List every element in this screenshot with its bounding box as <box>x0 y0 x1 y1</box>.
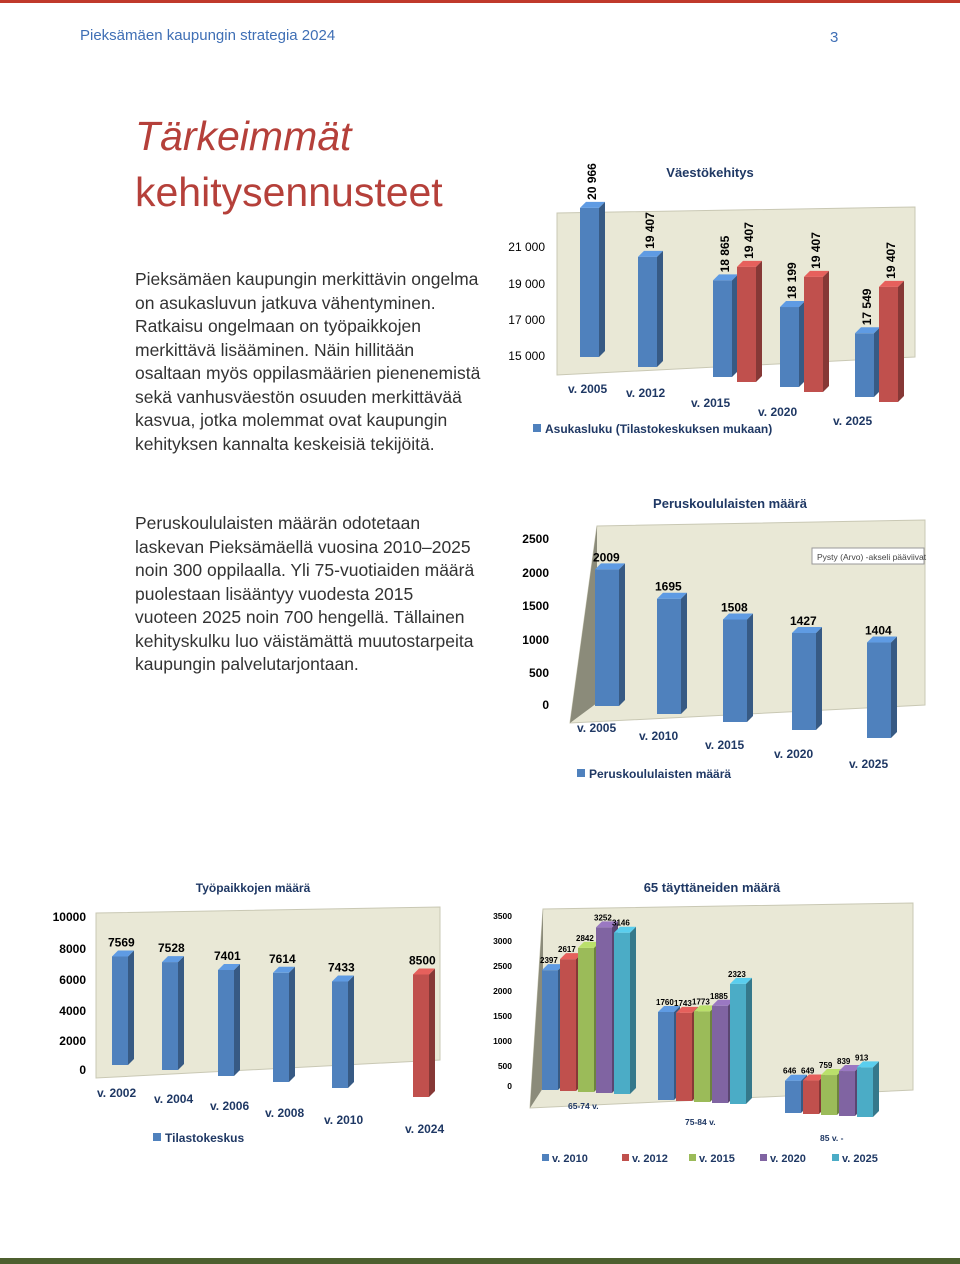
x-tick-label: v. 2020 <box>774 747 814 761</box>
chart-title: Väestökehitys <box>666 165 754 180</box>
bar-pupils <box>792 627 822 730</box>
legend-label: v. 2025 <box>842 1153 878 1165</box>
bar-v--2025-front <box>857 1067 873 1117</box>
bar-v--2025 <box>730 978 752 1104</box>
bar-v--2010-front <box>785 1081 801 1113</box>
y-tick-label: 0 <box>507 1081 512 1091</box>
bar-pupils-front <box>867 643 891 738</box>
legend-label: Tilastokeskus <box>165 1131 245 1145</box>
data-label: 2842 <box>576 933 594 943</box>
bar-v--2025-side <box>630 927 636 1094</box>
y-tick-label: 3500 <box>493 911 512 921</box>
data-label: 19 407 <box>643 212 657 249</box>
data-label: 646 <box>783 1066 797 1076</box>
y-tick-label: 500 <box>528 666 549 680</box>
bar-pupils <box>657 593 687 714</box>
bar-asukasluku-side <box>599 202 605 357</box>
paragraph-population: Pieksämäen kaupungin merkittävin ongelma on asukasluvun jatkuva vähentyminen. Ratkaisu ongelmaan on työpaikkojen merkittävä lisääminen. Näin hillitään osaltaan myös oppilasmäärien pienenemistä sekä vanhusväestön osuuden merkittävää kasvua, jotka molemmat ovat kaupungin kehityksen kannalta keskeisiä tekijöitä. <box>135 269 481 454</box>
legend-swatch <box>533 424 541 432</box>
bar-v--2025 <box>857 1061 879 1117</box>
bar-pupils-side <box>747 613 753 722</box>
data-label: 7433 <box>328 960 355 975</box>
x-tick-label: v. 2005 <box>568 382 608 396</box>
bar-pupils-side <box>619 563 625 706</box>
data-label: 839 <box>837 1057 851 1067</box>
bar-jobs-front <box>112 956 128 1065</box>
elderly-chart <box>480 873 930 1173</box>
y-tick-label: 500 <box>497 1061 512 1071</box>
data-label: 7614 <box>269 951 296 966</box>
x-tick-label: v. 2002 <box>97 1086 137 1100</box>
bar-pupils-front <box>792 633 816 730</box>
data-label: 1760 <box>656 998 674 1007</box>
y-tick-label: 1500 <box>493 1011 512 1021</box>
x-tick-label: v. 2012 <box>626 386 666 400</box>
bar-asukasluku-front <box>638 257 657 367</box>
x-tick-label: v. 2006 <box>210 1099 250 1113</box>
bar-v--2015-front <box>578 948 594 1092</box>
bar-v--2025-front <box>614 933 630 1094</box>
y-tick-label: 0 <box>542 698 549 712</box>
bar-target-front <box>737 267 756 382</box>
bottom-rule <box>0 1258 960 1264</box>
bar-target-front <box>804 277 823 392</box>
legend-swatch <box>832 1154 839 1161</box>
bar-jobs-side <box>429 969 435 1098</box>
top-rule <box>0 0 960 3</box>
x-tick-label: v. 2015 <box>691 396 731 410</box>
bar-target-side <box>823 271 829 392</box>
bar-pupils <box>867 637 897 738</box>
x-tick-label: 75-84 v. <box>685 1117 716 1127</box>
bar-v--2015-front <box>821 1075 837 1115</box>
bar-pupils-side <box>681 593 687 714</box>
chart-title: 65 täyttäneiden määrä <box>643 880 781 895</box>
bar-jobs-side <box>234 964 240 1076</box>
legend-label: v. 2012 <box>632 1153 668 1165</box>
chart-title: Peruskoululaisten määrä <box>653 496 807 511</box>
legend-label: Asukasluku (Tilastokeskuksen mukaan) <box>545 422 773 436</box>
bar-pupils <box>595 563 625 706</box>
bar-asukasluku-front <box>855 333 874 397</box>
x-tick-label: 85 v. - <box>820 1133 844 1143</box>
bar-asukasluku-front <box>713 280 732 377</box>
data-label: 1885 <box>710 991 728 1001</box>
chart-backwall <box>96 907 440 1078</box>
pupils-chart <box>505 488 935 783</box>
data-label: 7569 <box>108 935 135 950</box>
legend-swatch <box>689 1154 696 1161</box>
bar-asukasluku-front <box>580 208 599 357</box>
legend-swatch <box>760 1154 767 1161</box>
data-label: 19 407 <box>742 222 756 259</box>
data-label: 7528 <box>158 941 185 956</box>
bar-pupils-front <box>657 599 681 714</box>
y-tick-label: 2000 <box>59 1034 86 1048</box>
y-tick-label: 19 000 <box>508 277 545 291</box>
y-tick-label: 2000 <box>522 566 549 580</box>
bar-asukasluku <box>580 202 605 357</box>
y-tick-label: 6000 <box>59 973 86 987</box>
y-tick-label: 1000 <box>493 1036 512 1046</box>
bar-v--2025 <box>614 927 636 1094</box>
y-tick-label: 8000 <box>59 942 86 956</box>
data-label: 7401 <box>214 948 241 963</box>
heading-line-1: Tärkeimmät <box>135 113 352 159</box>
bar-v--2012-front <box>676 1013 692 1101</box>
data-label: 19 407 <box>884 242 898 279</box>
y-tick-label: 17 000 <box>508 313 545 327</box>
y-tick-label: 1000 <box>522 633 549 647</box>
bar-asukasluku <box>780 301 805 387</box>
bar-v--2020-front <box>712 1006 728 1103</box>
data-label: 1773 <box>692 997 710 1007</box>
y-tick-label: 2500 <box>493 961 512 971</box>
data-label: 8500 <box>409 953 436 968</box>
data-label: 18 865 <box>718 235 732 273</box>
bar-jobs <box>112 950 134 1065</box>
y-tick-label: 2500 <box>522 532 549 546</box>
section-heading <box>135 108 515 220</box>
legend-label: v. 2010 <box>552 1153 588 1165</box>
page-number: 3 <box>830 29 839 46</box>
bar-asukasluku-front <box>780 307 799 387</box>
bar-asukasluku <box>855 327 880 397</box>
bar-jobs-side <box>289 967 295 1082</box>
bar-v--2015-front <box>694 1011 710 1102</box>
jobs-chart <box>30 873 460 1153</box>
bar-pupils <box>723 613 753 722</box>
x-tick-label: v. 2008 <box>265 1106 305 1120</box>
data-label: 3146 <box>612 918 630 928</box>
bar-target-front <box>879 287 898 402</box>
data-label: 2617 <box>558 945 576 955</box>
x-tick-label: v. 2010 <box>324 1113 364 1127</box>
bar-pupils-front <box>723 619 747 722</box>
bar-v--2025-side <box>873 1061 879 1117</box>
y-tick-label: 0 <box>79 1063 86 1077</box>
legend-swatch <box>622 1154 629 1161</box>
bar-v--2025-front <box>730 984 746 1104</box>
y-tick-label: 15 000 <box>508 349 545 363</box>
y-tick-label: 2000 <box>493 986 512 996</box>
bar-jobs-front <box>332 982 348 1088</box>
bar-target <box>804 271 829 392</box>
paragraph-pupils: Peruskoululaisten määrän odotetaan laskevan Pieksämäellä vuosina 2010–2025 noin 300 oppilaalla. Yli 75-vuotiaiden määrä puolestaan lisääntyy vuodesta 2015 vuoteen 2025 noin 700 hengellä. Tällainen kehityskulku luo väistämättä muutostarpeita kaupungin palvelutarjontaan. <box>135 513 475 674</box>
y-tick-label: 10000 <box>52 910 86 924</box>
legend-label: v. 2015 <box>699 1153 735 1165</box>
bar-jobs <box>162 956 184 1070</box>
heading-line-2: kehitysennusteet <box>135 169 443 215</box>
bar-v--2010-front <box>658 1012 674 1100</box>
legend-swatch <box>542 1154 549 1161</box>
bar-target-side <box>898 281 904 402</box>
data-label: 20 966 <box>585 163 599 200</box>
document-header-title: Pieksämäen kaupungin strategia 2024 <box>80 27 336 44</box>
x-tick-label: v. 2004 <box>154 1092 194 1106</box>
data-label: 1508 <box>721 600 748 615</box>
bar-jobs <box>332 976 354 1088</box>
bar-jobs-side <box>128 950 134 1065</box>
data-label: 649 <box>801 1066 815 1076</box>
data-label: 913 <box>855 1053 869 1063</box>
bar-jobs <box>273 967 295 1082</box>
legend-swatch <box>153 1133 161 1141</box>
data-label: 2323 <box>728 969 746 979</box>
data-label: 18 199 <box>785 262 799 300</box>
bar-pupils-side <box>891 637 897 738</box>
bar-v--2010-front <box>542 970 558 1090</box>
bar-jobs-side <box>178 956 184 1070</box>
y-tick-label: 21 000 <box>508 240 545 254</box>
data-label: 1427 <box>790 613 817 628</box>
bar-v--2012-front <box>560 959 576 1091</box>
data-label: 759 <box>819 1061 833 1071</box>
legend-label: Peruskoululaisten määrä <box>589 767 732 781</box>
bar-target <box>879 281 904 402</box>
data-label: 1404 <box>865 623 892 638</box>
bar-pupils-side <box>816 627 822 730</box>
x-tick-label: 65-74 v. <box>568 1101 599 1111</box>
tooltip-text: Pysty (Arvo) -akseli pääviivat <box>817 552 927 562</box>
x-tick-label: v. 2010 <box>639 729 679 743</box>
x-tick-label: v. 2025 <box>833 414 873 428</box>
bar-jobs-front <box>413 975 429 1098</box>
data-label: 3252 <box>594 913 612 923</box>
bar-asukasluku <box>638 251 663 367</box>
bar-asukasluku <box>713 274 738 377</box>
data-label: 17 549 <box>860 288 874 326</box>
y-tick-label: 4000 <box>59 1004 86 1018</box>
data-label: 19 407 <box>809 232 823 269</box>
x-tick-label: v. 2015 <box>705 738 745 752</box>
bar-asukasluku-side <box>657 251 663 367</box>
data-label: 2397 <box>540 956 558 966</box>
bar-v--2012-front <box>803 1081 819 1114</box>
bar-jobs-side <box>348 976 354 1088</box>
y-tick-label: 1500 <box>522 599 549 613</box>
x-tick-label: v. 2020 <box>758 405 798 419</box>
data-label: 2009 <box>593 550 620 565</box>
data-label: 1743 <box>674 998 692 1008</box>
x-tick-label: v. 2024 <box>405 1122 445 1136</box>
chart-title: Työpaikkojen määrä <box>195 881 311 895</box>
data-label: 1695 <box>655 579 682 594</box>
bar-v--2025-side <box>746 978 752 1104</box>
bar-pupils-front <box>595 569 619 706</box>
legend-label: v. 2020 <box>770 1153 806 1165</box>
legend-swatch <box>577 769 585 777</box>
bar-v--2020-front <box>839 1071 855 1116</box>
bar-jobs <box>218 964 240 1076</box>
bar-jobs-front <box>162 962 178 1070</box>
bar-target-side <box>756 261 762 382</box>
bar-jobs-front <box>273 973 289 1082</box>
x-tick-label: v. 2005 <box>577 721 617 735</box>
x-tick-label: v. 2025 <box>849 757 889 771</box>
y-tick-label: 3000 <box>493 936 512 946</box>
bar-jobs-front <box>218 970 234 1076</box>
bar-target <box>737 261 762 382</box>
population-chart <box>495 155 925 445</box>
bar-v--2020-front <box>596 927 612 1093</box>
bar-jobs <box>413 969 435 1098</box>
